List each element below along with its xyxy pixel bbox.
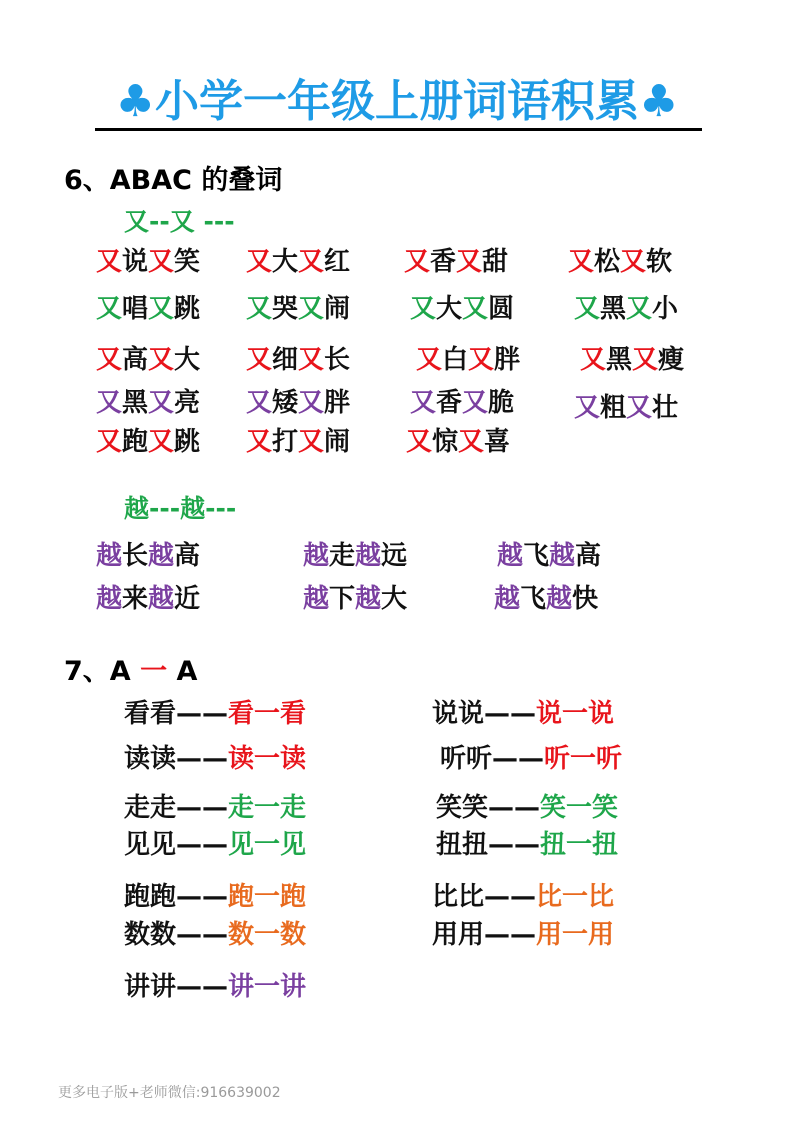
section-6-heading: 6、ABAC 的叠词 <box>64 165 283 196</box>
pair-base: 走走—— <box>124 793 229 823</box>
word-char: 跑 <box>122 427 149 457</box>
repeat-char: 越 <box>96 584 123 614</box>
pair-base: 见见—— <box>124 830 229 860</box>
repeat-char: 又 <box>246 388 273 418</box>
repeat-char: 又 <box>246 427 273 457</box>
word-char: 香 <box>436 388 463 418</box>
word-char: 黑 <box>600 294 627 324</box>
pair-base: 扭扭—— <box>436 830 541 860</box>
word-char: 大 <box>436 294 463 324</box>
repeat-char: 又 <box>148 388 175 418</box>
pair-base: 讲讲—— <box>124 972 229 1002</box>
word-char: 飞 <box>520 584 547 614</box>
yue-word <box>303 539 407 573</box>
word-char: 亮 <box>174 388 201 418</box>
word-char: 大 <box>272 247 299 277</box>
word-char: 打 <box>272 427 299 457</box>
pair-expanded: 听一听 <box>544 744 623 774</box>
repeat-char: 又 <box>406 427 433 457</box>
repeat-char: 又 <box>96 427 123 457</box>
word-char: 哭 <box>272 294 299 324</box>
repeat-char: 又 <box>456 247 483 277</box>
aba-pair <box>432 880 614 914</box>
word-char: 矮 <box>272 388 299 418</box>
you-word <box>246 425 350 459</box>
word-char: 胖 <box>324 388 351 418</box>
repeat-char: 又 <box>148 427 175 457</box>
word-char: 甜 <box>482 247 509 277</box>
pair-base: 跑跑—— <box>124 882 229 912</box>
page-title: ♣小学一年级上册词语积累♣ <box>115 76 679 127</box>
repeat-char: 又 <box>148 345 175 375</box>
footer-note: 更多电子版+老师微信:916639002 <box>58 1085 281 1101</box>
repeat-char: 越 <box>549 541 576 571</box>
word-char: 黑 <box>606 345 633 375</box>
repeat-char: 又 <box>298 294 325 324</box>
repeat-char: 又 <box>620 247 647 277</box>
repeat-char: 又 <box>468 345 495 375</box>
repeat-char: 越 <box>303 584 330 614</box>
pair-base: 笑笑—— <box>436 793 541 823</box>
repeat-char: 又 <box>574 393 601 423</box>
word-char: 惊 <box>432 427 459 457</box>
repeat-char: 又 <box>246 247 273 277</box>
aba-pair <box>436 828 618 862</box>
aba-pair <box>124 828 306 862</box>
yue-word <box>96 539 200 573</box>
aba-pair <box>440 742 622 776</box>
aba-pair <box>124 791 306 825</box>
word-char: 壮 <box>652 393 679 423</box>
repeat-char: 又 <box>416 345 443 375</box>
pair-expanded: 见一见 <box>228 830 307 860</box>
word-char: 长 <box>324 345 351 375</box>
you-word <box>246 292 350 326</box>
word-char: 松 <box>594 247 621 277</box>
you-word <box>246 343 350 377</box>
word-char: 白 <box>442 345 469 375</box>
repeat-char: 又 <box>96 294 123 324</box>
repeat-char: 越 <box>148 584 175 614</box>
you-word <box>96 292 200 326</box>
pair-base: 比比—— <box>432 882 537 912</box>
pair-expanded: 说一说 <box>536 699 615 729</box>
you-word <box>404 245 508 279</box>
repeat-char: 又 <box>298 345 325 375</box>
repeat-char: 又 <box>298 247 325 277</box>
repeat-char: 又 <box>96 388 123 418</box>
repeat-char: 越 <box>546 584 573 614</box>
pair-expanded: 比一比 <box>536 882 615 912</box>
pair-expanded: 笑一笑 <box>540 793 619 823</box>
word-char: 软 <box>646 247 673 277</box>
you-word <box>574 292 678 326</box>
repeat-char: 又 <box>574 294 601 324</box>
pair-expanded: 走一走 <box>228 793 307 823</box>
repeat-char: 又 <box>410 294 437 324</box>
word-char: 脆 <box>488 388 515 418</box>
word-char: 高 <box>174 541 201 571</box>
word-char: 快 <box>572 584 599 614</box>
aba-pair <box>124 880 306 914</box>
repeat-char: 越 <box>96 541 123 571</box>
you-word <box>574 391 678 425</box>
yue-word <box>96 582 200 616</box>
word-char: 来 <box>122 584 149 614</box>
repeat-char: 又 <box>246 345 273 375</box>
you-word <box>96 245 200 279</box>
word-char: 闹 <box>324 294 351 324</box>
repeat-char: 又 <box>626 294 653 324</box>
word-char: 走 <box>329 541 356 571</box>
repeat-char: 又 <box>458 427 485 457</box>
repeat-char: 又 <box>462 294 489 324</box>
you-word <box>410 292 514 326</box>
word-char: 圆 <box>488 294 515 324</box>
aba-pair <box>124 697 306 731</box>
word-char: 笑 <box>174 247 201 277</box>
repeat-char: 越 <box>355 584 382 614</box>
pattern-you-label: 又--又 --- <box>124 207 235 236</box>
word-char: 小 <box>652 294 679 324</box>
word-char: 下 <box>329 584 356 614</box>
aba-pair <box>432 697 614 731</box>
word-char: 近 <box>174 584 201 614</box>
word-char: 大 <box>174 345 201 375</box>
pair-base: 数数—— <box>124 920 229 950</box>
repeat-char: 又 <box>298 388 325 418</box>
word-char: 高 <box>122 345 149 375</box>
you-word <box>580 343 684 377</box>
repeat-char: 又 <box>96 345 123 375</box>
you-word <box>568 245 672 279</box>
repeat-char: 又 <box>462 388 489 418</box>
you-word <box>406 425 510 459</box>
section-7-heading <box>64 654 197 690</box>
yue-word <box>494 582 598 616</box>
aba-pair <box>436 791 618 825</box>
pair-base: 用用—— <box>432 920 537 950</box>
word-char: 说 <box>122 247 149 277</box>
word-char: 高 <box>575 541 602 571</box>
section-7-heading-dash: 一 <box>140 656 168 687</box>
pair-expanded: 读一读 <box>228 744 307 774</box>
repeat-char: 越 <box>497 541 524 571</box>
word-char: 唱 <box>122 294 149 324</box>
word-char: 瘦 <box>658 345 685 375</box>
repeat-char: 越 <box>494 584 521 614</box>
aba-pair <box>124 742 306 776</box>
repeat-char: 越 <box>148 541 175 571</box>
repeat-char: 又 <box>148 247 175 277</box>
repeat-char: 又 <box>246 294 273 324</box>
word-char: 喜 <box>484 427 511 457</box>
repeat-char: 又 <box>632 345 659 375</box>
word-char: 长 <box>122 541 149 571</box>
you-word <box>246 245 350 279</box>
you-word <box>96 425 200 459</box>
pair-expanded: 看一看 <box>228 699 307 729</box>
you-word <box>416 343 520 377</box>
pair-base: 说说—— <box>432 699 537 729</box>
word-char: 飞 <box>523 541 550 571</box>
repeat-char: 又 <box>404 247 431 277</box>
repeat-char: 越 <box>303 541 330 571</box>
repeat-char: 又 <box>410 388 437 418</box>
you-word <box>410 386 514 420</box>
pair-base: 听听—— <box>440 744 545 774</box>
repeat-char: 又 <box>626 393 653 423</box>
word-char: 闹 <box>324 427 351 457</box>
repeat-char: 又 <box>580 345 607 375</box>
repeat-char: 又 <box>298 427 325 457</box>
repeat-char: 又 <box>568 247 595 277</box>
word-char: 大 <box>381 584 408 614</box>
you-word <box>96 343 200 377</box>
pair-expanded: 数一数 <box>228 920 307 950</box>
yue-word <box>497 539 601 573</box>
word-char: 粗 <box>600 393 627 423</box>
aba-pair <box>432 918 614 952</box>
pair-base: 看看—— <box>124 699 229 729</box>
repeat-char: 又 <box>148 294 175 324</box>
title-underline <box>95 128 702 131</box>
word-char: 香 <box>430 247 457 277</box>
word-char: 黑 <box>122 388 149 418</box>
repeat-char: 越 <box>355 541 382 571</box>
you-word <box>96 386 200 420</box>
section-7-heading-b: A <box>176 656 198 687</box>
yue-word <box>303 582 407 616</box>
word-char: 跳 <box>174 427 201 457</box>
pair-expanded: 用一用 <box>536 920 615 950</box>
pair-expanded: 讲一讲 <box>228 972 307 1002</box>
aba-pair <box>124 970 306 1004</box>
pair-base: 读读—— <box>124 744 229 774</box>
section-7-heading-a: 7、A <box>64 656 131 687</box>
word-char: 胖 <box>494 345 521 375</box>
you-word <box>246 386 350 420</box>
pair-expanded: 跑一跑 <box>228 882 307 912</box>
word-char: 跳 <box>174 294 201 324</box>
repeat-char: 又 <box>96 247 123 277</box>
pattern-yue-label: 越---越--- <box>124 494 237 523</box>
word-char: 远 <box>381 541 408 571</box>
word-char: 红 <box>324 247 351 277</box>
pair-expanded: 扭一扭 <box>540 830 619 860</box>
aba-pair <box>124 918 306 952</box>
word-char: 细 <box>272 345 299 375</box>
